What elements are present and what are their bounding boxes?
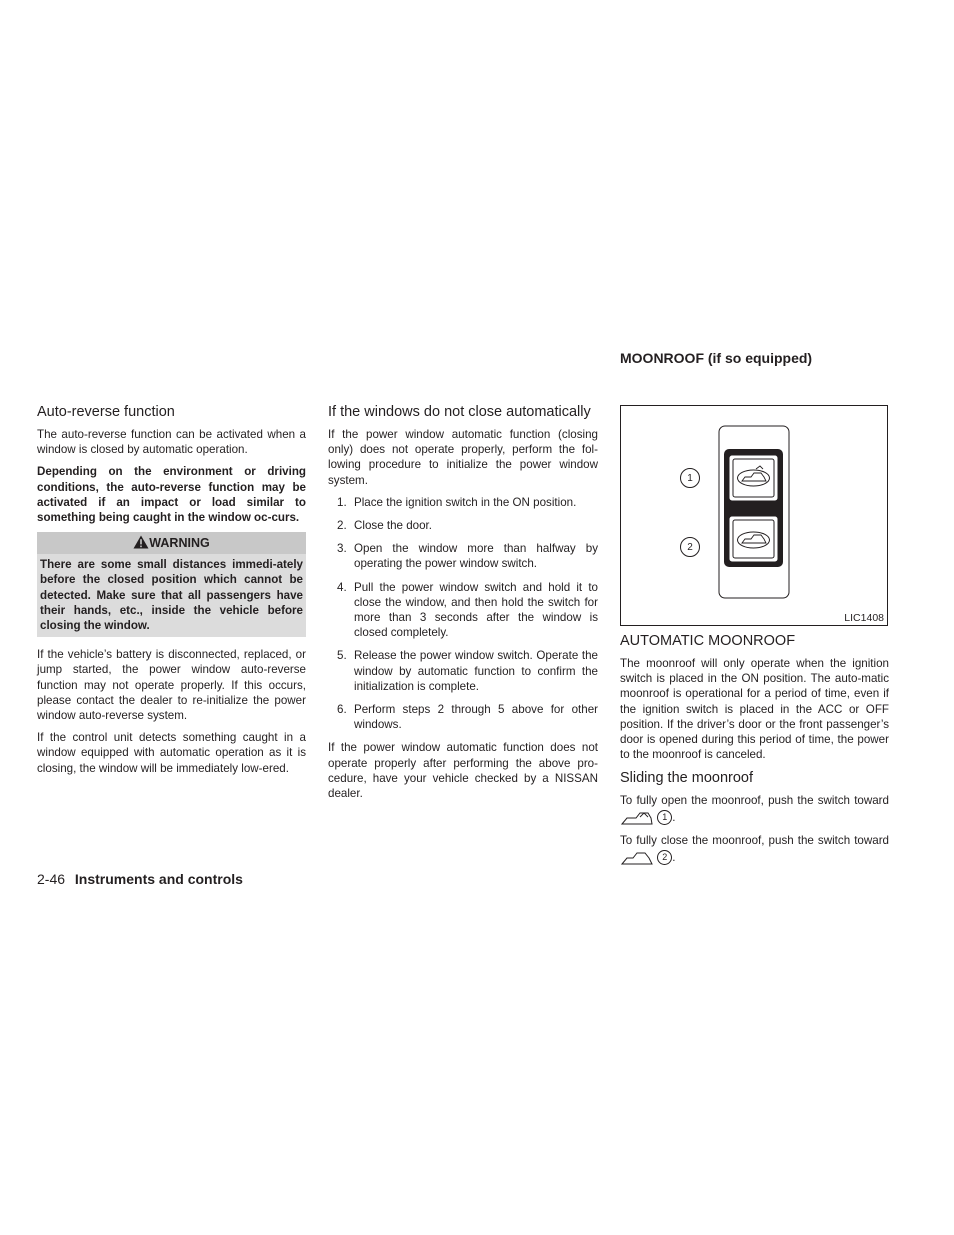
warning-triangle-icon — [133, 535, 149, 549]
page-footer — [37, 871, 243, 887]
close-text: To fully close the moonroof, push the switch toward — [620, 834, 889, 848]
step-number: 6. — [337, 703, 347, 717]
auto-reverse-intro: The auto-reverse function can be activated when a window is closed by automatic operation. — [37, 428, 306, 457]
warning-header — [37, 532, 306, 554]
open-text: To fully open the moonroof, push the switch toward — [620, 794, 889, 808]
step-text: Place the ignition switch in the ON position. — [354, 495, 577, 509]
step-item — [328, 648, 598, 694]
sliding-heading: Sliding the moonroof — [620, 770, 753, 787]
step-number: 1. — [337, 495, 347, 509]
period: . — [672, 851, 676, 865]
right-column — [620, 632, 889, 874]
step-text: Close the door. — [354, 519, 432, 533]
left-column — [37, 403, 306, 783]
middle-column — [328, 403, 598, 808]
section-title: MOONROOF (if so equipped) — [620, 350, 813, 366]
step-item — [328, 580, 598, 641]
moonroof-switch-illustration — [621, 406, 887, 625]
init-steps — [328, 495, 598, 733]
automatic-moonroof-text: The moonroof will only operate when the ignition switch is placed in the ON position. The auto-matic moonroof is operational for a period of time, even if the ignition switch is placed in the ACC or OFF position. If the driver’s door or the front passenger’s door is opened during this period of time, the power to the moonroof is canceled. — [620, 657, 889, 762]
warning-box — [37, 532, 306, 637]
step-item — [328, 495, 598, 510]
auto-reverse-heading: Auto-reverse function — [37, 404, 175, 420]
step-text: Release the power window switch. Operate the window by automatic function to confirm the initialization is complete. — [354, 649, 598, 693]
automatic-moonroof-heading: AUTOMATIC MOONROOF — [620, 633, 796, 649]
step-text: Open the window more than halfway by operating the power window switch. — [354, 542, 598, 571]
init-outro: If the power window automatic function does not operate properly after performing the above pro-cedure, have your vehicle checked by a NISSAN dealer. — [328, 741, 598, 801]
step-number: 3. — [337, 542, 347, 556]
step-text: Perform steps 2 through 5 above for other windows. — [354, 703, 598, 732]
moonroof-tilt-icon — [620, 810, 654, 826]
moonroof-close-icon — [620, 850, 654, 866]
auto-reverse-caution: Depending on the environment or driving conditions, the auto-reverse function may be activated if an impact or load similar to something being caught in the window oc-curs. — [37, 465, 306, 525]
period: . — [672, 810, 676, 824]
moonroof-switch-figure — [620, 405, 888, 626]
step-item — [328, 518, 598, 533]
ref-callout-2: 2 — [657, 850, 672, 865]
step-item — [328, 702, 598, 732]
ref-callout-1: 1 — [657, 810, 672, 825]
callout-1: 1 — [680, 468, 700, 488]
battery-paragraph: If the vehicle’s battery is disconnected, replaced, or jump started, the power window auto-reverse function may not operate properly. If this occurs, please contact the dealer to re-initialize the power window auto-reverse system. — [37, 648, 306, 723]
figure-code: LIC1408 — [844, 612, 884, 624]
chapter-title: Instruments and controls — [74, 871, 243, 887]
page-number: 2-46 — [37, 871, 66, 887]
step-text: Pull the power window switch and hold it to close the window, and then hold the switch for more than 3 seconds after the window is closed completely. — [354, 580, 598, 640]
callout-2: 2 — [680, 537, 700, 557]
windows-close-heading: If the windows do not close automatically — [328, 404, 591, 420]
open-instruction — [620, 793, 889, 826]
step-number: 5. — [337, 649, 347, 663]
warning-label: WARNING — [149, 536, 210, 551]
init-intro: If the power window automatic function (closing only) does not operate properly, perform the fol-lowing procedure to initialize the power window system. — [328, 428, 598, 487]
step-number: 2. — [337, 519, 347, 533]
step-number: 4. — [337, 580, 347, 594]
close-instruction — [620, 833, 889, 866]
warning-text: There are some small distances immedi-ately before the closed position which cannot be detected. Make sure that all passengers have their hands, etc., inside the vehicle before closing the window. — [40, 558, 303, 633]
control-unit-paragraph: If the control unit detects something caught in a window equipped with automatic operation as it is closing, the window will be immediately low-ered. — [37, 731, 306, 775]
step-item — [328, 541, 598, 571]
